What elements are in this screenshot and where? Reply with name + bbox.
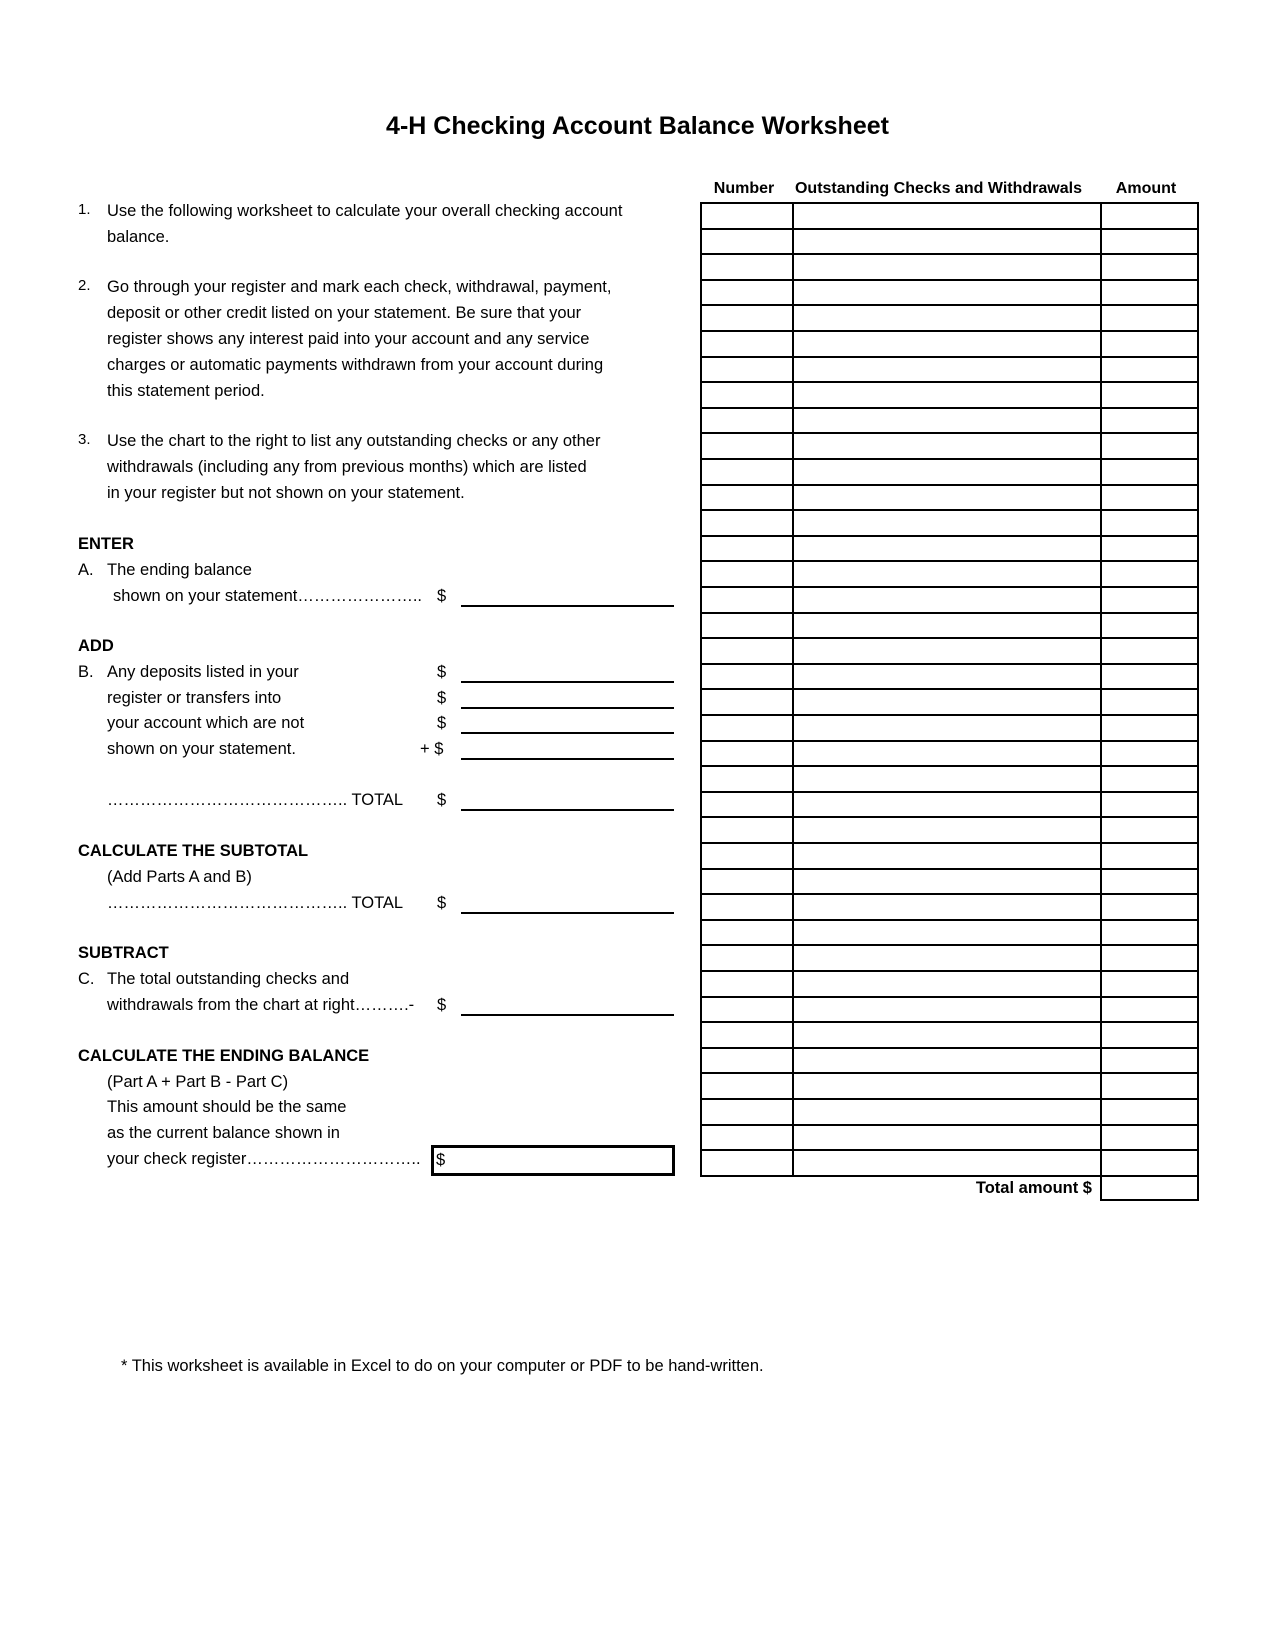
subtotal-total-label: …………………………………….. TOTAL (107, 894, 404, 912)
description-cell[interactable] (792, 996, 1100, 1023)
amount-cell[interactable] (1100, 765, 1197, 792)
number-cell[interactable] (700, 996, 792, 1023)
part-letter-b: B. (78, 663, 94, 681)
outstanding-total-field[interactable] (461, 1014, 674, 1016)
amount-cell[interactable] (1100, 432, 1197, 459)
number-cell[interactable] (700, 714, 792, 741)
instruction-number: 2. (78, 277, 91, 294)
table-row (700, 356, 1197, 382)
instruction-text: withdrawals (including any from previous months) which are listed (107, 458, 587, 476)
amount-cell[interactable] (1100, 330, 1197, 357)
description-cell[interactable] (792, 842, 1100, 869)
table-row (700, 688, 1197, 714)
amount-cell[interactable] (1100, 1021, 1197, 1048)
number-cell[interactable] (700, 535, 792, 562)
column-header-amount: Amount (1115, 180, 1177, 197)
table-row (700, 330, 1197, 356)
description-cell[interactable] (792, 1047, 1100, 1074)
number-cell[interactable] (700, 637, 792, 664)
amount-cell[interactable] (1100, 535, 1197, 562)
description-cell[interactable] (792, 202, 1100, 229)
number-cell[interactable] (700, 1149, 792, 1176)
table-row (700, 560, 1197, 586)
section-heading-add: ADD (78, 637, 114, 655)
ending-balance-field[interactable] (461, 605, 674, 607)
table-row (700, 586, 1197, 612)
amount-cell[interactable] (1100, 560, 1197, 587)
page-title: 4-H Checking Account Balance Worksheet (386, 112, 889, 140)
number-cell[interactable] (700, 407, 792, 434)
description-cell[interactable] (792, 407, 1100, 434)
table-row (700, 1149, 1197, 1175)
number-cell[interactable] (700, 842, 792, 869)
number-cell[interactable] (700, 1021, 792, 1048)
part-b-label: shown on your statement. (107, 740, 296, 758)
table-row (700, 740, 1197, 766)
table-row (700, 253, 1197, 279)
amount-cell[interactable] (1100, 944, 1197, 971)
table-row (700, 381, 1197, 407)
table-row (700, 791, 1197, 817)
description-cell[interactable] (792, 970, 1100, 997)
table-row (700, 484, 1197, 510)
description-cell[interactable] (792, 868, 1100, 895)
ending-note: (Part A + Part B - Part C) (107, 1073, 289, 1091)
dollar-sign: $ (437, 689, 447, 707)
description-cell[interactable] (792, 535, 1100, 562)
description-cell[interactable] (792, 228, 1100, 255)
amount-cell[interactable] (1100, 612, 1197, 639)
number-cell[interactable] (700, 791, 792, 818)
table-row (700, 228, 1197, 254)
table-row (700, 919, 1197, 945)
instruction-number: 3. (78, 431, 91, 448)
number-cell[interactable] (700, 765, 792, 792)
amount-cell[interactable] (1100, 688, 1197, 715)
amount-cell[interactable] (1100, 381, 1197, 408)
number-cell[interactable] (700, 740, 792, 767)
table-row (700, 535, 1197, 561)
total-amount-label: Total amount $ (975, 1178, 1092, 1197)
number-cell[interactable] (700, 970, 792, 997)
description-cell[interactable] (792, 919, 1100, 946)
number-cell[interactable] (700, 509, 792, 536)
number-cell[interactable] (700, 1098, 792, 1125)
instruction-text: deposit or other credit listed on your statement. Be sure that your (107, 304, 582, 322)
number-cell[interactable] (700, 1124, 792, 1151)
amount-cell[interactable] (1100, 304, 1197, 331)
table-row (700, 816, 1197, 842)
number-cell[interactable] (700, 1072, 792, 1099)
description-cell[interactable] (792, 484, 1100, 511)
table-row (700, 509, 1197, 535)
amount-cell[interactable] (1100, 893, 1197, 920)
part-c-label: withdrawals from the chart at right……….- (107, 996, 415, 1014)
dollar-sign: $ (437, 996, 447, 1014)
number-cell[interactable] (700, 458, 792, 485)
amount-cell[interactable] (1100, 202, 1197, 229)
section-heading-subtotal: CALCULATE THE SUBTOTAL (78, 842, 309, 860)
amount-cell[interactable] (1100, 586, 1197, 613)
instruction-text: balance. (107, 228, 170, 246)
number-cell[interactable] (700, 688, 792, 715)
description-cell[interactable] (792, 1149, 1100, 1176)
instruction-text: Use the chart to the right to list any outstanding checks or any other (107, 432, 601, 450)
part-c-label: The total outstanding checks and (107, 970, 350, 988)
table-row (700, 663, 1197, 689)
deposit-field[interactable] (461, 732, 674, 734)
part-b-label: Any deposits listed in your (107, 663, 299, 681)
part-letter-a: A. (78, 561, 94, 579)
table-row (700, 1124, 1197, 1150)
description-cell[interactable] (792, 816, 1100, 843)
amount-cell[interactable] (1100, 663, 1197, 690)
total-amount-field[interactable] (1100, 1175, 1199, 1201)
number-cell[interactable] (700, 868, 792, 895)
number-cell[interactable] (700, 919, 792, 946)
description-cell[interactable] (792, 304, 1100, 331)
amount-cell[interactable] (1100, 637, 1197, 664)
add-total-field[interactable] (461, 809, 674, 811)
instruction-text: Use the following worksheet to calculate your overall checking account (107, 202, 623, 220)
ending-note: your check register………………………….. (107, 1150, 421, 1168)
table-row (700, 868, 1197, 894)
description-cell[interactable] (792, 688, 1100, 715)
table-row (700, 612, 1197, 638)
description-cell[interactable] (792, 740, 1100, 767)
description-cell[interactable] (792, 509, 1100, 536)
dollar-sign: + $ (420, 740, 444, 758)
dollar-sign: $ (437, 714, 447, 732)
amount-cell[interactable] (1100, 842, 1197, 869)
table-row (700, 637, 1197, 663)
instruction-text: Go through your register and mark each check, withdrawal, payment, (107, 278, 612, 296)
instruction-text: register shows any interest paid into your account and any service (107, 330, 590, 348)
dollar-sign: $ (437, 894, 447, 912)
amount-cell[interactable] (1100, 816, 1197, 843)
number-cell[interactable] (700, 381, 792, 408)
number-cell[interactable] (700, 484, 792, 511)
amount-cell[interactable] (1100, 791, 1197, 818)
dollar-sign: $ (437, 587, 447, 605)
description-cell[interactable] (792, 279, 1100, 306)
section-heading-enter: ENTER (78, 535, 134, 553)
section-heading-subtract: SUBTRACT (78, 944, 169, 962)
table-row (700, 304, 1197, 330)
table-row (700, 996, 1197, 1022)
table-row (700, 944, 1197, 970)
deposit-field[interactable] (461, 758, 674, 760)
number-cell[interactable] (700, 944, 792, 971)
table-row (700, 714, 1197, 740)
instruction-text: in your register but not shown on your statement. (107, 484, 465, 502)
table-right-border (1197, 202, 1199, 1175)
number-cell[interactable] (700, 304, 792, 331)
number-cell[interactable] (700, 330, 792, 357)
dollar-sign: $ (436, 1151, 446, 1169)
description-cell[interactable] (792, 637, 1100, 664)
number-cell[interactable] (700, 663, 792, 690)
number-cell[interactable] (700, 228, 792, 255)
instruction-number: 1. (78, 201, 91, 218)
amount-cell[interactable] (1100, 740, 1197, 767)
table-row (700, 202, 1197, 228)
description-cell[interactable] (792, 330, 1100, 357)
dollar-sign: $ (437, 663, 447, 681)
description-cell[interactable] (792, 612, 1100, 639)
amount-cell[interactable] (1100, 356, 1197, 383)
description-cell[interactable] (792, 432, 1100, 459)
instruction-text: this statement period. (107, 382, 265, 400)
description-cell[interactable] (792, 714, 1100, 741)
subtotal-note: (Add Parts A and B) (107, 868, 252, 886)
description-cell[interactable] (792, 663, 1100, 690)
table-row (700, 1021, 1197, 1047)
description-cell[interactable] (792, 356, 1100, 383)
amount-cell[interactable] (1100, 228, 1197, 255)
description-cell[interactable] (792, 893, 1100, 920)
table-row (700, 842, 1197, 868)
description-cell[interactable] (792, 381, 1100, 408)
deposit-field[interactable] (461, 681, 674, 683)
add-total-label: …………………………………….. TOTAL (107, 791, 404, 809)
ending-note: as the current balance shown in (107, 1124, 340, 1142)
amount-cell[interactable] (1100, 919, 1197, 946)
table-row (700, 279, 1197, 305)
part-a-label: The ending balance (107, 561, 252, 579)
part-b-label: register or transfers into (107, 689, 282, 707)
number-cell[interactable] (700, 202, 792, 229)
part-b-label: your account which are not (107, 714, 305, 732)
description-cell[interactable] (792, 1098, 1100, 1125)
number-cell[interactable] (700, 612, 792, 639)
number-cell[interactable] (700, 279, 792, 306)
instruction-text: charges or automatic payments withdrawn from your account during (107, 356, 604, 374)
table-row (700, 893, 1197, 919)
amount-cell[interactable] (1100, 868, 1197, 895)
table-row (700, 1047, 1197, 1073)
description-cell[interactable] (792, 765, 1100, 792)
amount-cell[interactable] (1100, 253, 1197, 280)
amount-cell[interactable] (1100, 1072, 1197, 1099)
number-cell[interactable] (700, 356, 792, 383)
description-cell[interactable] (792, 1124, 1100, 1151)
amount-cell[interactable] (1100, 1124, 1197, 1151)
subtotal-field[interactable] (461, 912, 674, 914)
ending-note: This amount should be the same (107, 1098, 347, 1116)
number-cell[interactable] (700, 253, 792, 280)
amount-cell[interactable] (1100, 484, 1197, 511)
description-cell[interactable] (792, 944, 1100, 971)
amount-cell[interactable] (1100, 996, 1197, 1023)
number-cell[interactable] (700, 816, 792, 843)
amount-cell[interactable] (1100, 1098, 1197, 1125)
table-row (700, 970, 1197, 996)
description-cell[interactable] (792, 560, 1100, 587)
footnote: * This worksheet is available in Excel to do on your computer or PDF to be hand-written. (121, 1357, 764, 1375)
number-cell[interactable] (700, 432, 792, 459)
amount-cell[interactable] (1100, 1047, 1197, 1074)
amount-cell[interactable] (1100, 1149, 1197, 1176)
table-row (700, 765, 1197, 791)
description-cell[interactable] (792, 791, 1100, 818)
description-cell[interactable] (792, 586, 1100, 613)
amount-cell[interactable] (1100, 970, 1197, 997)
column-header-number: Number (713, 180, 775, 197)
number-cell[interactable] (700, 586, 792, 613)
amount-cell[interactable] (1100, 407, 1197, 434)
table-row (700, 432, 1197, 458)
table-row (700, 1072, 1197, 1098)
section-heading-ending: CALCULATE THE ENDING BALANCE (78, 1047, 370, 1065)
part-a-label: shown on your statement………………….. (113, 587, 423, 605)
table-row (700, 1098, 1197, 1124)
number-cell[interactable] (700, 560, 792, 587)
column-header-description: Outstanding Checks and Withdrawals (794, 180, 1082, 197)
table-row (700, 407, 1197, 433)
table-row (700, 458, 1197, 484)
description-cell[interactable] (792, 458, 1100, 485)
description-cell[interactable] (792, 253, 1100, 280)
amount-cell[interactable] (1100, 714, 1197, 741)
dollar-sign: $ (437, 791, 447, 809)
part-letter-c: C. (78, 970, 95, 988)
number-cell[interactable] (700, 893, 792, 920)
ending-balance-box[interactable] (431, 1145, 675, 1176)
number-cell[interactable] (700, 1047, 792, 1074)
amount-cell[interactable] (1100, 458, 1197, 485)
amount-cell[interactable] (1100, 509, 1197, 536)
amount-cell[interactable] (1100, 279, 1197, 306)
description-cell[interactable] (792, 1021, 1100, 1048)
deposit-field[interactable] (461, 707, 674, 709)
description-cell[interactable] (792, 1072, 1100, 1099)
